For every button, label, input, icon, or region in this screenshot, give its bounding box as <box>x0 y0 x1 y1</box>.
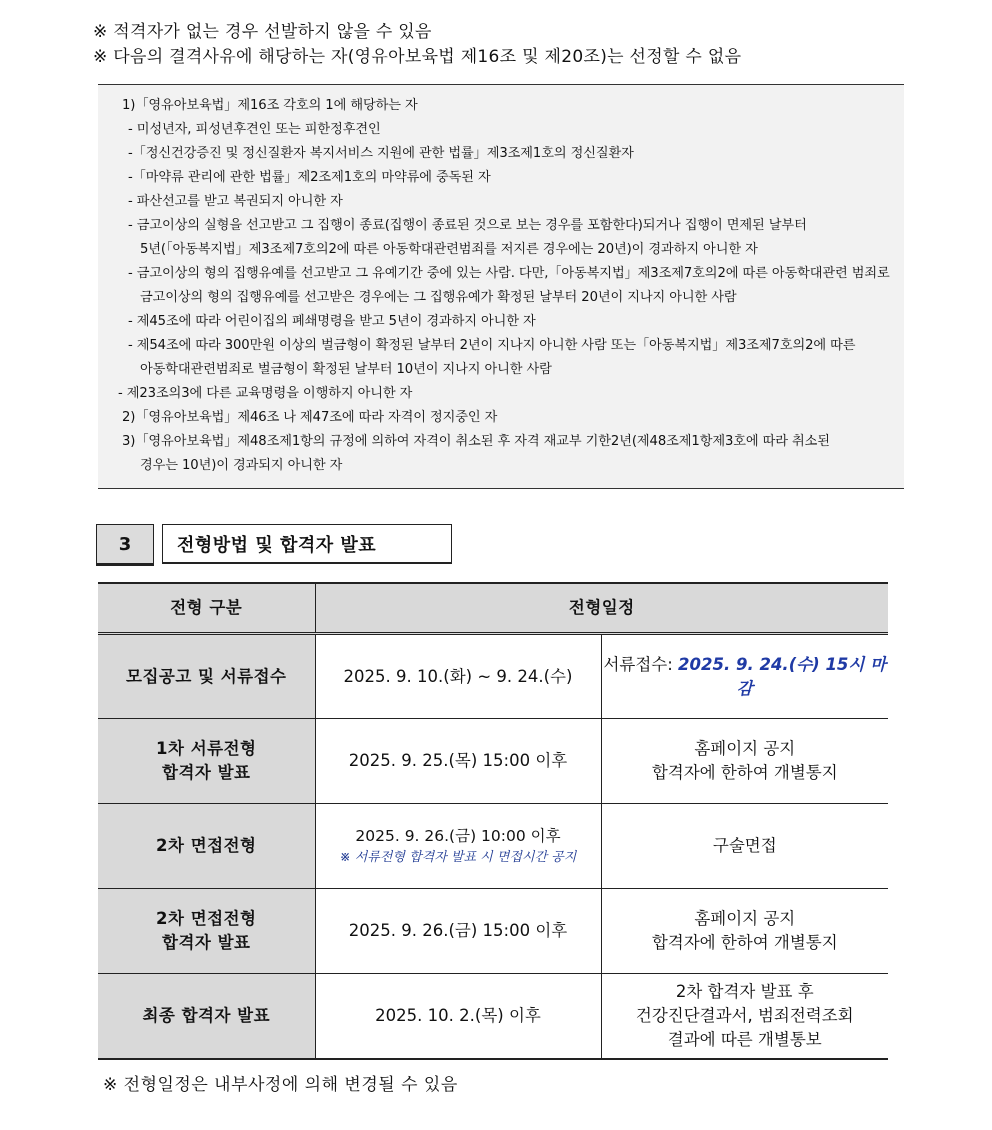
row-date <box>315 804 601 889</box>
row-label: 모집공고 및 서류접수 <box>98 634 315 719</box>
section-title: 전형방법 및 합격자 발표 <box>162 524 452 564</box>
row-note-line: 합격자에 한하여 개별통지 <box>651 933 838 952</box>
row-date: 2025. 10. 2.(목) 이후 <box>315 974 601 1059</box>
disq-sub-item-cont: 5년(「아동복지법」제3조제7호의2에 따른 아동학대관련범죄를 저지른 경우에는 20년)이 경과하지 아니한 자 <box>140 242 758 257</box>
row-date: 2025. 9. 26.(금) 15:00 이후 <box>315 889 601 974</box>
note-prefix: 서류접수: <box>603 654 679 674</box>
row-note-line: 2차 합격자 발표 후 <box>675 981 814 1001</box>
notice-disqualification: ※ 다음의 결격사유에 해당하는 자(영유아보육법 제16조 및 제20조)는 선정할 수 없음 <box>93 47 742 67</box>
row-note-line: 합격자에 한하여 개별통지 <box>651 763 838 782</box>
section-number: 3 <box>96 524 154 564</box>
table-row <box>98 804 888 889</box>
table-row <box>98 719 888 804</box>
row-label: 최종 합격자 발표 <box>98 974 315 1059</box>
schedule-change-notice: ※ 전형일정은 내부사정에 의해 변경될 수 있음 <box>103 1075 458 1095</box>
disq-sub-item: - 파산선고를 받고 복권되지 아니한 자 <box>128 194 343 209</box>
disq-sub-item: -「마약류 관리에 관한 법률」제2조제1호의 마약류에 중독된 자 <box>128 170 491 185</box>
disq-sub-item: - 제54조에 따라 300만원 이상의 벌금형이 확정된 날부터 2년이 지나지 아니한 사람 또는「아동복지법」제3조제7호의2에 따른 <box>128 338 856 353</box>
row-note <box>601 719 888 804</box>
row-date-subnote: ※ 서류전형 합격자 발표 시 면접시간 공지 <box>339 850 577 865</box>
disq-sub-item-cont: 금고이상의 형의 집행유예를 선고받은 경우에는 그 집행유예가 확정된 날부터 20년이 지나지 아니한 사람 <box>140 290 737 305</box>
row-label-line: 합격자 발표 <box>162 763 251 782</box>
row-label: 2차 면접전형 <box>98 804 315 889</box>
schedule-table <box>98 582 888 1060</box>
row-label-line: 1차 서류전형 <box>156 739 257 758</box>
disq-item-2: 2)「영유아보육법」제46조 나 제47조에 따라 자격이 정지중인 자 <box>122 410 498 425</box>
row-note-line: 홈페이지 공지 <box>694 909 796 928</box>
disq-item-1: 1)「영유아보육법」제16조 각호의 1에 해당하는 자 <box>122 98 418 113</box>
row-label-line: 2차 면접전형 <box>156 909 257 928</box>
row-date-line: 2025. 9. 26.(금) 10:00 이후 <box>355 827 561 845</box>
row-date: 2025. 9. 10.(화) ~ 9. 24.(수) <box>315 634 601 719</box>
table-header-row <box>98 583 888 634</box>
disq-sub-item: - 제45조에 따라 어린이집의 폐쇄명령을 받고 5년이 경과하지 아니한 자 <box>128 314 536 329</box>
header-category: 전형 구분 <box>98 583 315 634</box>
row-note <box>601 634 888 719</box>
disq-sub-item: - 미성년자, 피성년후견인 또는 피한정후견인 <box>128 122 381 137</box>
row-note-line: 결과에 따른 개별통보 <box>667 1029 822 1049</box>
disq-item-3-cont: 경우는 10년)이 경과되지 아니한 자 <box>140 458 343 473</box>
table-row <box>98 889 888 974</box>
row-note-line: 홈페이지 공지 <box>694 739 796 758</box>
notice-no-qualified: ※ 적격자가 없는 경우 선발하지 않을 수 있음 <box>93 22 432 42</box>
row-note-line: 건강진단결과서, 범죄전력조회 <box>635 1005 854 1025</box>
disq-sub-item: - 금고이상의 실형을 선고받고 그 집행이 종료(집행이 종료된 것으로 보는 경우를 포함한다)되거나 집행이 면제된 날부터 <box>128 218 807 233</box>
deadline-highlight: 2025. 9. 24.(수) 15시 마감 <box>678 654 887 698</box>
disq-sub-item: - 금고이상의 형의 집행유예를 선고받고 그 유예기간 중에 있는 사람. 다만,「아동복지법」제3조제7호의2에 따른 아동학대관련 범죄로 <box>128 266 890 281</box>
row-note: 구술면접 <box>601 804 888 889</box>
row-label <box>98 889 315 974</box>
disq-sub-item: - 제23조의3에 다른 교육명령을 이행하지 아니한 자 <box>118 386 413 401</box>
section-number-shadow <box>96 564 154 566</box>
disq-sub-item: -「정신건강증진 및 정신질환자 복지서비스 지원에 관한 법률」제3조제1호의 정신질환자 <box>128 146 634 161</box>
table-row <box>98 974 888 1059</box>
header-schedule: 전형일정 <box>315 583 888 634</box>
row-label <box>98 719 315 804</box>
table-row <box>98 634 888 719</box>
row-label-line: 합격자 발표 <box>162 933 251 952</box>
disq-sub-item-cont: 아동학대관련범죄로 벌금형이 확정된 날부터 10년이 지나지 아니한 사람 <box>140 362 552 377</box>
disq-item-3: 3)「영유아보육법」제48조제1항의 규정에 의하여 자격이 취소된 후 자격 재교부 기한2년(제48조제1항제3호에 따라 취소된 <box>122 434 830 449</box>
row-date: 2025. 9. 25.(목) 15:00 이후 <box>315 719 601 804</box>
disqualification-box <box>98 84 904 489</box>
row-note <box>601 974 888 1059</box>
row-note <box>601 889 888 974</box>
